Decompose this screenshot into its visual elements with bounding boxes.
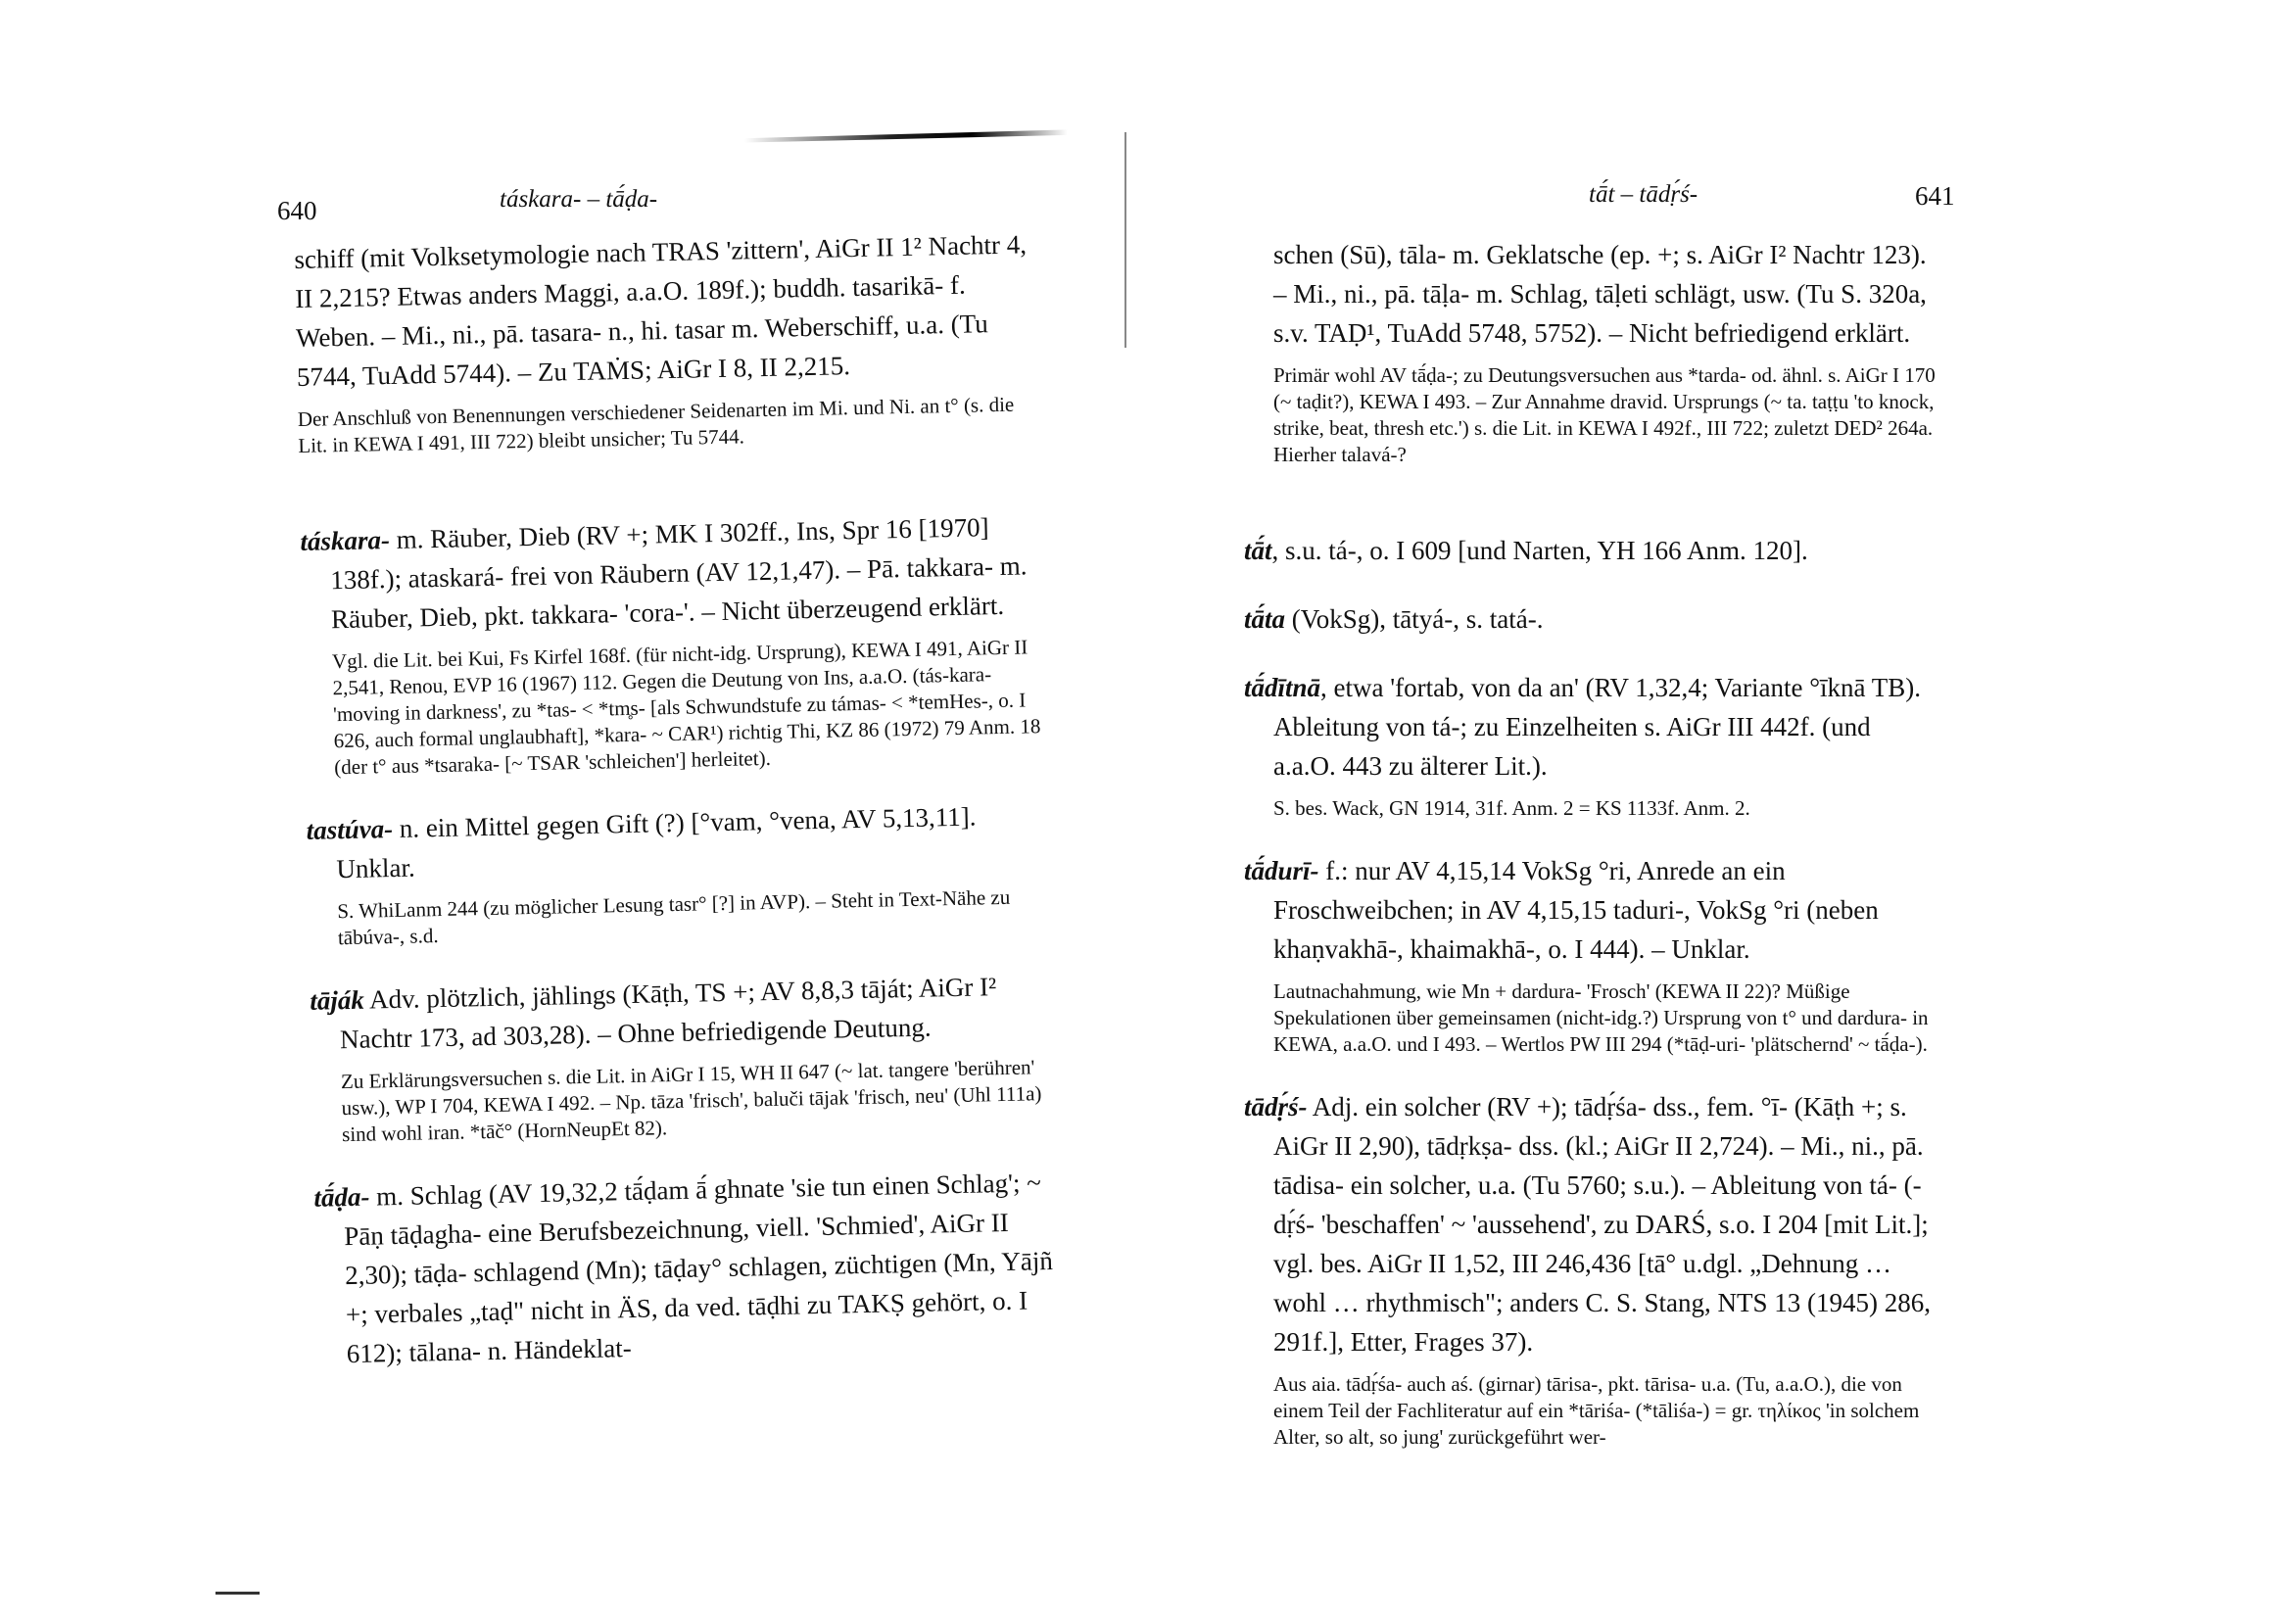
entry-text: , s.u. tá-, o. I 609 [und Narten, YH 166 Anm. 120]. <box>1271 536 1808 565</box>
entry-tat <box>1244 531 1939 570</box>
page-number-right: 641 <box>1915 181 1955 211</box>
entry-note: Aus aia. tādṛ́śa- auch aś. (girnar) tārisa-, pkt. tārisa- u.a. (Tu, a.a.O.), die von einem Teil der Fachliteratur auf ein *tāriśa- (*tāliśa-) = gr. τηλίκος 'in solchem Alter, so alt, so jung' zurückgeführt wer- <box>1273 1372 1920 1449</box>
entry-note: S. WhiLanm 244 (zu möglicher Lesung tasr° [?] in AVP). – Steht in Text-Nähe zu tābúva-, s.d. <box>337 884 1011 950</box>
margin-mark <box>215 1592 260 1595</box>
entry-text: f.: nur AV 4,15,14 VokSg °ri, Anrede an ein Froschweibchen; in AV 4,15,15 taduri-, VokSg °ri (neben khaṇvakhā-, khaimakhā-, o. I 444). – Unklar. <box>1273 856 1879 964</box>
headword: tādṛ́ś- <box>1244 1092 1308 1121</box>
intro-text: schen (Sū), tāla- m. Geklatsche (ep. +; s. AiGr I² Nachtr 123). – Mi., ni., pā. tāḷa- m. Schlag, tāḷeti schlägt, usw. (Tu S. 320a, s.v. TAḌ¹, TuAdd 5748, 5752). – Nicht befriedigend erklärt. <box>1273 240 1927 348</box>
entry-taskara <box>300 506 1049 782</box>
entry-tastuva <box>306 795 1053 952</box>
right-column <box>1244 235 1939 1480</box>
headword: tā́ḍa- <box>313 1181 370 1213</box>
intro-continuation-right <box>1244 235 1939 468</box>
entry-tada <box>313 1163 1062 1374</box>
entry-text: , etwa 'fortab, von da an' (RV 1,32,4; Variante °īknā TB). Ableitung von tá-; zu Einzelheiten s. AiGr III 442f. (und a.a.O. 443 zu älterer Lit.). <box>1273 673 1922 781</box>
headword: tastúva- <box>306 814 394 845</box>
entry-note: S. bes. Wack, GN 1914, 31f. Anm. 2 = KS 1133f. Anm. 2. <box>1273 796 1750 820</box>
headword: tāják <box>309 984 365 1016</box>
intro-continuation-left <box>294 224 1043 459</box>
entry-text: (VokSg), tātyá-, s. tatá-. <box>1285 604 1544 634</box>
headword: tā́t <box>1244 536 1272 565</box>
left-page <box>0 0 1126 1622</box>
headword: tā́dītnā <box>1244 673 1321 702</box>
entry-note: Zu Erklärungsversuchen s. die Lit. in AiGr I 15, WH II 647 (~ lat. tangere 'berühren' usw.), WP I 704, KEWA I 492. – Np. tāza 'frisch', baluči tājak 'frisch, neu' (Uhl 111a) sind wohl iran. *tāč° (HornNeupEt 82). <box>340 1055 1042 1147</box>
entry-note: Lautnachahmung, wie Mn + dardura- 'Frosch' (KEWA II 22)? Müßige Spekulationen über gemeinsamen (nicht-idg.?) Ursprung von t° und dardura- in KEWA, a.a.O. und I 493. – Wertlos PW III 294 (*tāḍ-uri- 'plätschernd' ~ tā́ḍa-). <box>1273 979 1929 1056</box>
intro-text: schiff (mit Volksetymologie nach TRAS 'zittern', AiGr II 1² Nachtr 4, II 2,215? Etwas anders Maggi, a.a.O. 189f.); buddh. tasarikā- f. Weben. – Mi., ni., pā. tasara- n., hi. tasar m. Weberschiff, u.a. (Tu 5744, TuAdd 5744). – Zu TAṀS; AiGr I 8, II 2,215. <box>294 229 1028 392</box>
running-head-left: táskara- – tā́ḍa- <box>500 186 658 213</box>
entry-note: Vgl. die Lit. bei Kui, Fs Kirfel 168f. (für nicht-idg. Ursprung), KEWA I 491, AiGr II 2,541, Renou, EVP 16 (1967) 112. Gegen die Deutung von Ins, a.a.O. (tás-kara- 'moving in darkness', zu *tas- < *tm̥s- [als Schwundstufe zu támas- < *temHes-, o. I 626, auch formal unglaubhaft], *kara- ~ CAR¹) richtig Thi, KZ 86 (1972) 79 Anm. 18 (der t° aus *tsaraka- [~ TSAR 'schleichen'] herleitet). <box>331 635 1041 780</box>
headword: táskara- <box>300 525 391 556</box>
page-number-left: 640 <box>277 196 317 225</box>
entry-taduri <box>1244 851 1939 1058</box>
running-head-right: tā́t – tādṛ́ś- <box>1589 181 1698 208</box>
entry-text: m. Räuber, Dieb (RV +; MK I 302ff., Ins, Spr 16 [1970] 138f.); ataskará- frei von Räubern (AV 12,1,47). – Pā. takkara- m. Räuber, Dieb, pkt. takkara- 'cora-'. – Nicht überzeugend erklärt. <box>329 512 1028 635</box>
entry-tata <box>1244 599 1939 639</box>
entry-text: Adv. plötzlich, jählings (Kāṭh, TS +; AV 8,8,3 tāját; AiGr I² Nachtr 173, ad 303,28). – Ohne befriedigende Deutung. <box>339 972 997 1055</box>
intro-note: Der Anschluß von Benennungen verschiedener Seidenarten im Mi. und Ni. an t° (s. die Lit. in KEWA I 491, III 722) bleibt unsicher; Tu 5744. <box>297 392 1015 457</box>
left-column <box>294 224 1063 1404</box>
entry-tajak <box>310 966 1057 1149</box>
entry-text: m. Schlag (AV 19,32,2 tā́ḍam ā́ ghnate 'sie tun einen Schlag'; ~ Pāṇ tāḍagha- eine Berufsbezeichnung, viell. 'Schmied', AiGr II 2,30); tāḍa- schlagend (Mn); tāḍay° schlagen, züchtigen (Mn, Yājñ +; verbales „taḍ" nicht in ÄS, da ved. tāḍhi zu TAKṢ gehört, o. I 612); tālana- n. Händeklat- <box>343 1168 1054 1369</box>
headword: tā́ta <box>1244 604 1286 634</box>
entry-text: n. ein Mittel gegen Gift (?) [°vam, °vena, AV 5,13,11]. Unklar. <box>336 801 977 884</box>
entry-tadrs <box>1244 1087 1939 1451</box>
intro-note: Primär wohl AV tā́ḍa-; zu Deutungsversuchen aus *tarda- od. ähnl. s. AiGr I 170 (~ taḍit?), KEWA I 493. – Zur Annahme dravid. Ursprungs (~ ta. taṭṭu 'to knock, strike, beat, thresh etc.') s. die Lit. in KEWA I 492f., III 722; zuletzt DED² 264a. Hierher talavá-? <box>1273 363 1936 466</box>
entry-text: Adj. ein solcher (RV +); tādṛ́śa- dss., fem. °ī- (Kāṭh +; s. AiGr II 2,90), tādṛkṣa- dss. (kl.; AiGr II 2,724). – Mi., ni., pā. tādisa- ein solcher, u.a. (Tu 5760; s.u.). – Ableitung von tá- (-dṛ́ś- 'beschaffen' ~ 'aussehend', zu DARŚ, s.o. I 204 [mit Lit.]; vgl. bes. AiGr II 1,52, III 246,436 [tā° u.dgl. „Dehnung … wohl … rhythmisch"; anders C. S. Stang, NTS 13 (1945) 286, 291f.], Etter, Frages 37). <box>1273 1092 1931 1357</box>
headword: tā́durī- <box>1244 856 1319 885</box>
entry-taditna <box>1244 668 1939 822</box>
right-page <box>1126 0 2296 1622</box>
scan-artifact <box>744 125 1068 147</box>
